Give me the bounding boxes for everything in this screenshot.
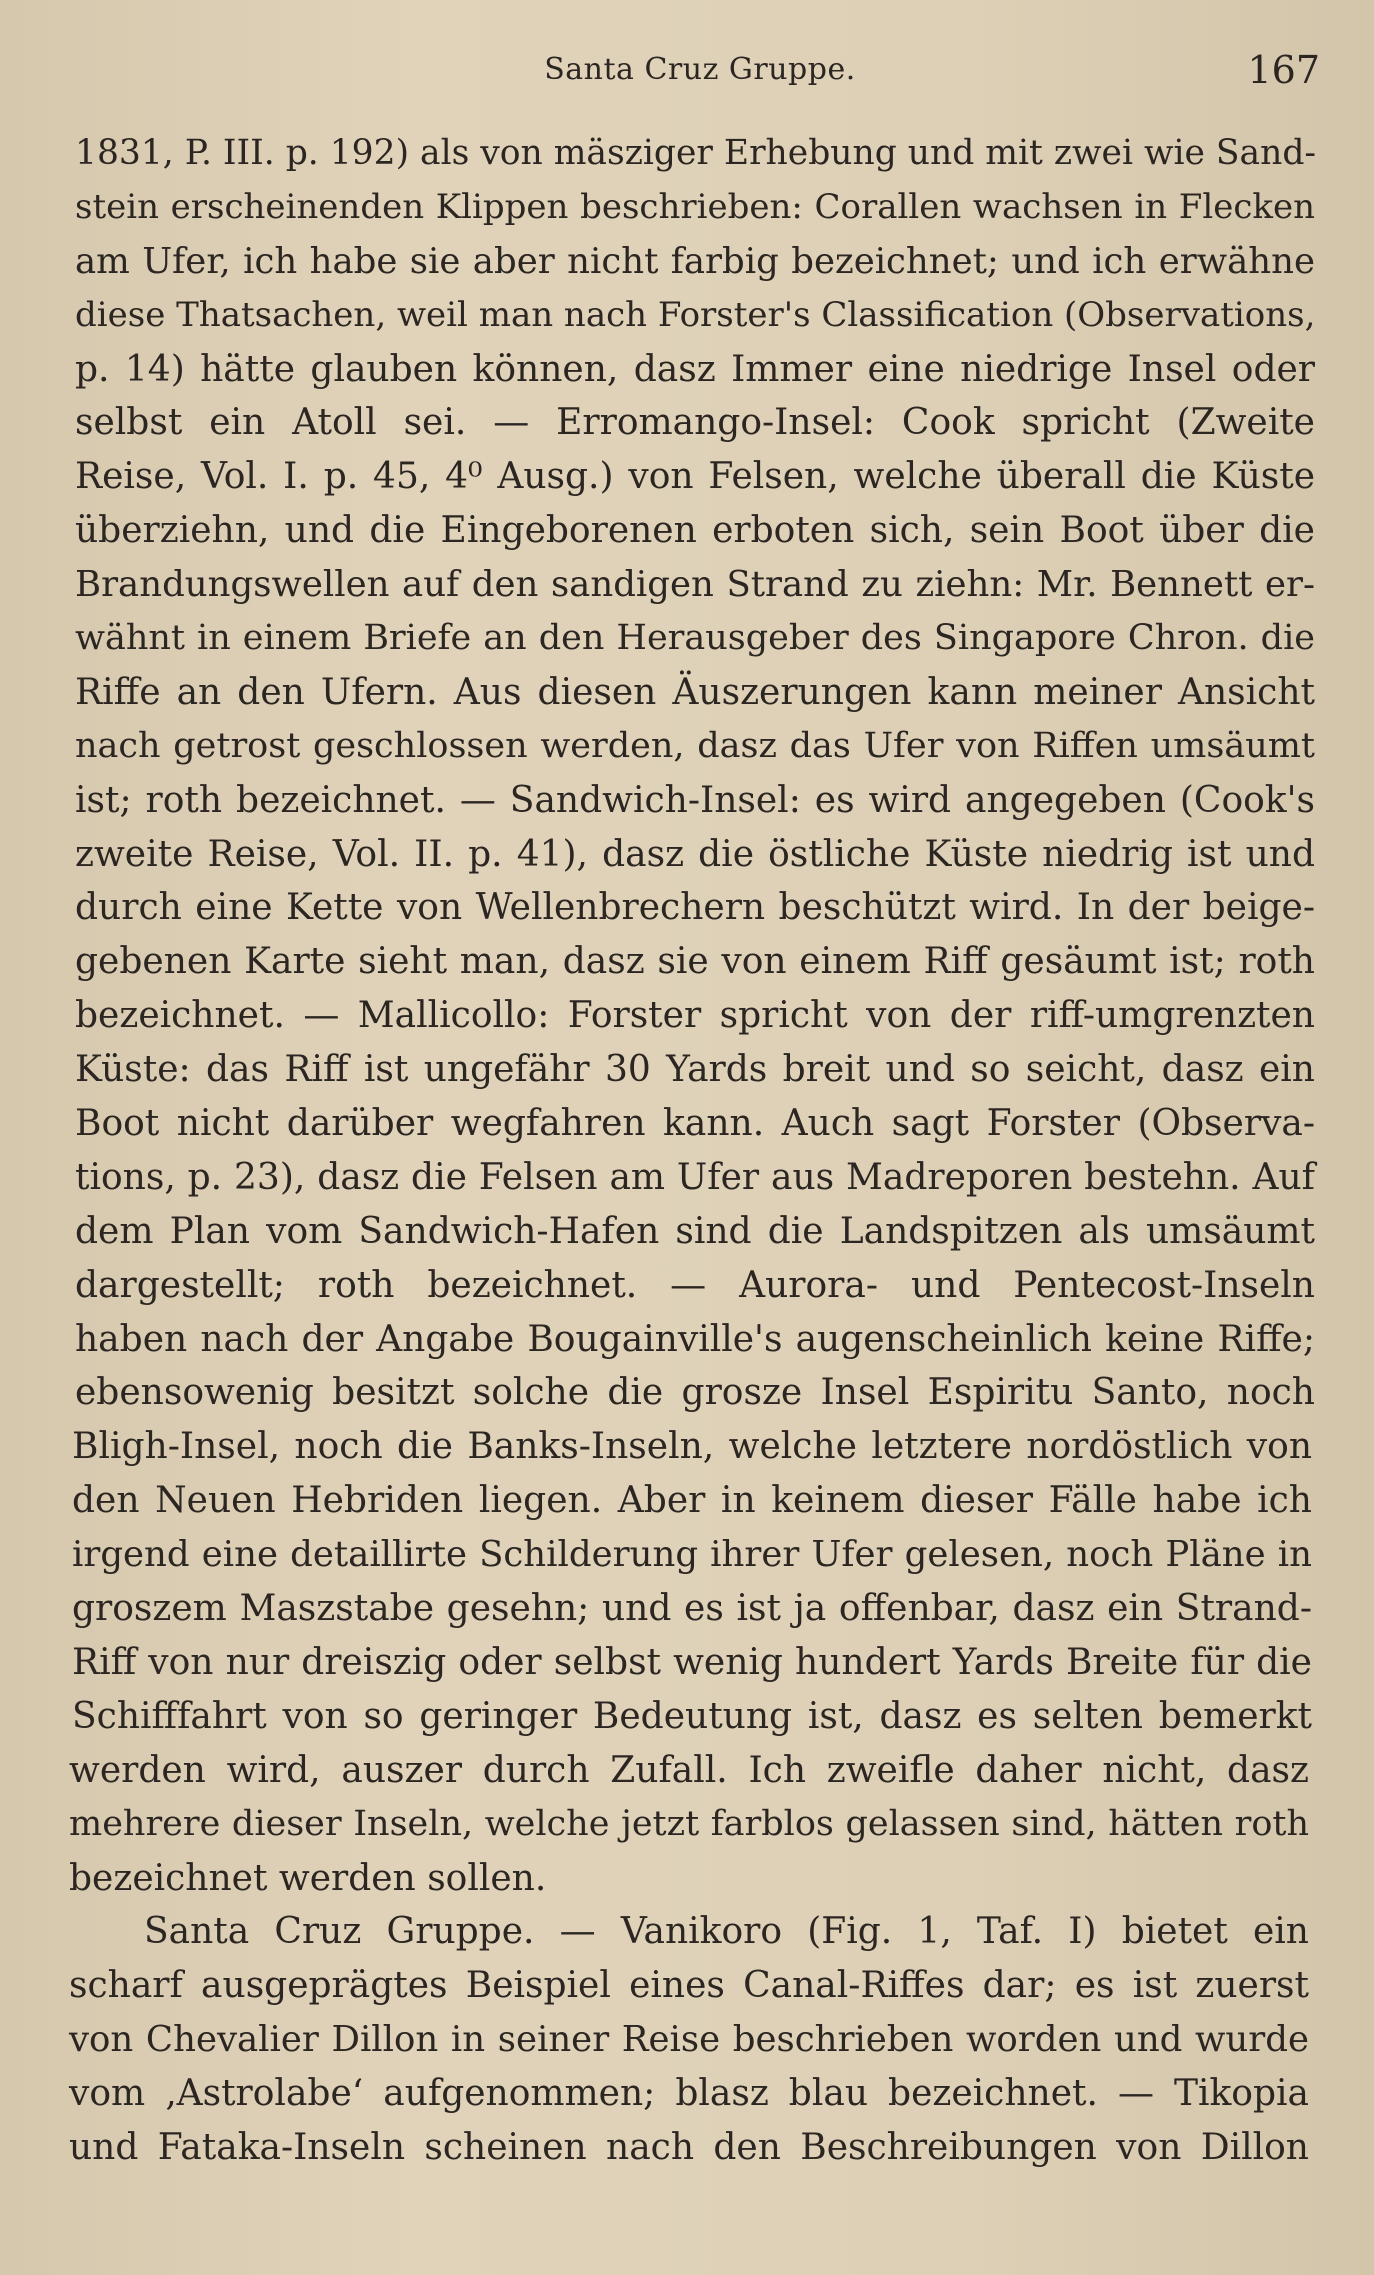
text-line: gebenen Karte sieht man, dasz sie von einem Riff gesäumt ist; roth	[75, 941, 1315, 983]
text-line: Riffe an den Ufern. Aus diesen Äuszerungen kann meiner Ansicht	[75, 671, 1315, 713]
running-title: Santa Cruz Gruppe.	[544, 52, 856, 87]
text-line: werden wird, auszer durch Zufall. Ich zweifle daher nicht, dasz	[69, 1749, 1309, 1791]
section-heading-line: Santa Cruz Gruppe. — Vanikoro (Fig. 1, Taf. I) bietet ein	[144, 1911, 1309, 1953]
text-line: wähnt in einem Briefe an den Herausgeber des Singapore Chron. die	[75, 618, 1315, 659]
text-line: Schifffahrt von so geringer Bedeutung ist, dasz es selten bemerkt	[72, 1695, 1312, 1737]
text-line: 1831, P. III. p. 192) als von mäsziger Erhebung und mit zwei wie Sand-	[75, 133, 1317, 173]
text-line: den Neuen Hebriden liegen. Aber in keinem dieser Fälle habe ich	[72, 1480, 1312, 1522]
text-line: diese Thatsachen, weil man nach Forster's Classification (Observations,	[75, 294, 1316, 335]
text-line: Küste: das Riff ist ungefähr 30 Yards breit und so seicht, dasz ein	[75, 1049, 1315, 1091]
text-line: selbst ein Atoll sei. — Erromango-Insel: Cook spricht (Zweite	[75, 402, 1315, 444]
text-line: groszem Maszstabe gesehn; und es ist ja offenbar, dasz ein Strand-	[72, 1588, 1312, 1630]
text-line: ebensowenig besitzt solche die grosze Insel Espiritu Santo, noch	[75, 1372, 1315, 1414]
text-line: nach getrost geschlossen werden, dasz das Ufer von Riffen umsäumt	[75, 725, 1315, 766]
running-head	[80, 48, 1320, 98]
text-line: haben nach der Angabe Bougainville's augenscheinlich keine Riffe;	[75, 1318, 1315, 1360]
text-line: mehrere dieser Inseln, welche jetzt farblos gelassen sind, hätten roth	[69, 1803, 1309, 1844]
text-line: scharf ausgeprägtes Beispiel eines Canal-Riffes dar; es ist zuerst	[69, 1965, 1309, 2007]
text-line: Brandungswellen auf den sandigen Strand zu ziehn: Mr. Bennett er-	[75, 564, 1315, 606]
text-line: und Fataka-Inseln scheinen nach den Beschreibungen von Dillon	[69, 2126, 1309, 2168]
text-line: irgend eine detaillirte Schilderung ihrer Ufer gelesen, noch Pläne in	[72, 1534, 1312, 1576]
page-number: 167	[1247, 48, 1320, 92]
text-line: zweite Reise, Vol. II. p. 41), dasz die östliche Küste niedrig ist und	[75, 833, 1315, 875]
text-line: p. 14) hätte glauben können, dasz Immer eine niedrige Insel oder	[75, 348, 1315, 390]
text-line: durch eine Kette von Wellenbrechern beschützt wird. In der beige-	[75, 887, 1315, 929]
text-line: am Ufer, ich habe sie aber nicht farbig bezeichnet; und ich erwähne	[75, 240, 1315, 282]
text-line: dargestellt; roth bezeichnet. — Aurora- und Pentecost-Inseln	[75, 1264, 1315, 1306]
paragraph-last-line: bezeichnet werden sollen.	[69, 1857, 547, 1899]
text-line: Reise, Vol. I. p. 45, 4⁰ Ausg.) von Felsen, welche überall die Küste	[75, 456, 1315, 498]
text-line: Riff von nur dreiszig oder selbst wenig hundert Yards Breite für die	[72, 1641, 1312, 1683]
text-line: ist; roth bezeichnet. — Sandwich-Insel: es wird angegeben (Cook's	[75, 779, 1315, 821]
body-text	[69, 127, 1317, 2175]
text-line: Bligh-Insel, noch die Banks-Inseln, welche letztere nordöstlich von	[72, 1426, 1312, 1468]
text-line: Boot nicht darüber wegfahren kann. Auch sagt Forster (Observa-	[75, 1103, 1315, 1145]
text-line: bezeichnet. — Mallicollo: Forster spricht von der riff-umgrenzten	[75, 995, 1315, 1037]
text-line: vom ‚Astrolabe‘ aufgenommen; blasz blau bezeichnet. — Tikopia	[69, 2073, 1309, 2115]
text-line: tions, p. 23), dasz die Felsen am Ufer aus Madreporen bestehn. Auf	[75, 1156, 1315, 1198]
text-line: dem Plan vom Sandwich-Hafen sind die Landspitzen als umsäumt	[75, 1210, 1315, 1252]
text-line: überziehn, und die Eingeborenen erboten sich, sein Boot über die	[75, 510, 1315, 552]
text-line: stein erscheinenden Klippen beschrieben: Corallen wachsen in Flecken	[75, 186, 1315, 227]
text-line: von Chevalier Dillon in seiner Reise beschrieben worden und wurde	[69, 2019, 1309, 2061]
